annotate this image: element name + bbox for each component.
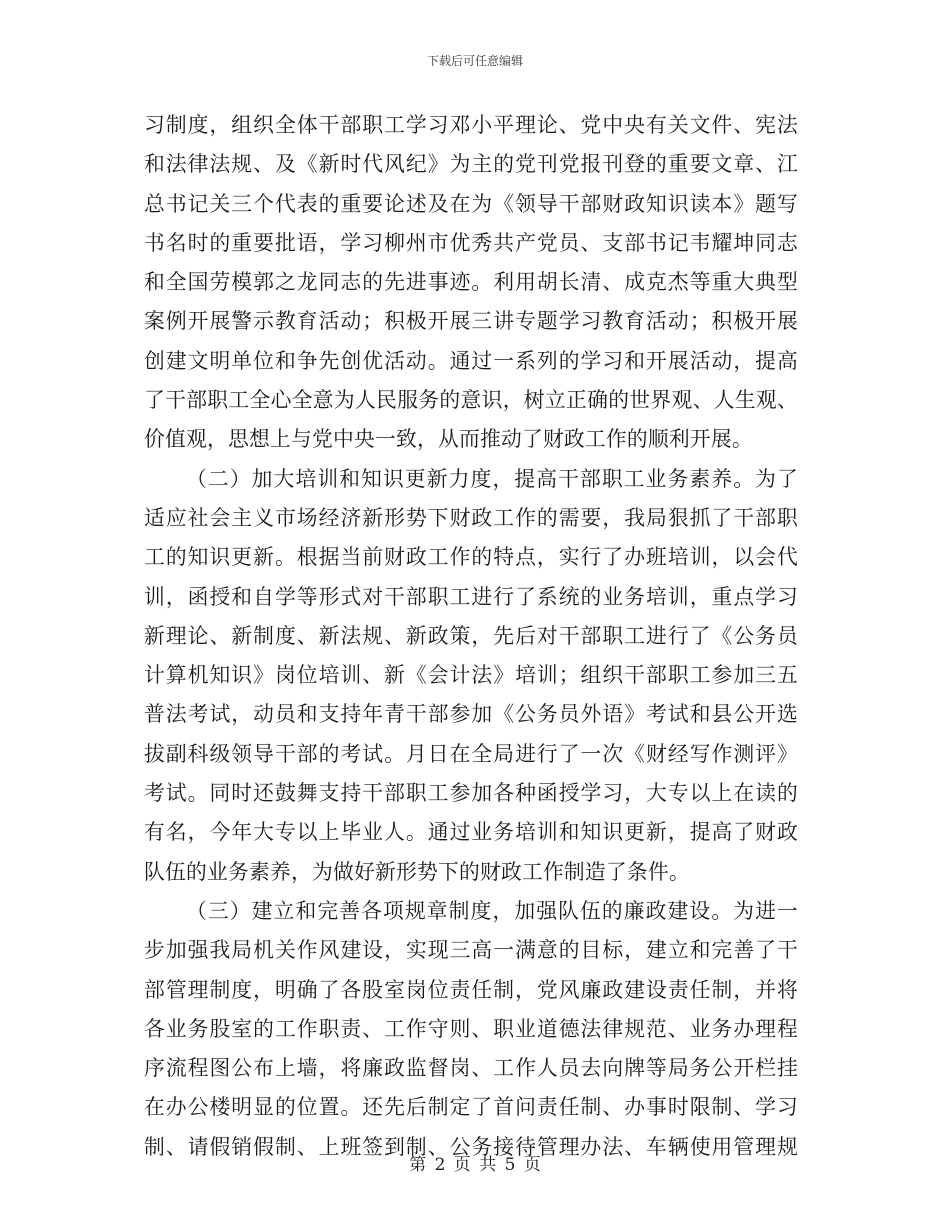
page-header: 下载后可任意编辑 bbox=[426, 54, 523, 68]
text-line: 有名，今年大专以上毕业人。通过业务培训和知识更新，提高了财政 bbox=[144, 820, 798, 845]
text-line: 序流程图公布上墙，将廉政监督岗、工作人员去向牌等局务公开栏挂 bbox=[144, 1056, 798, 1081]
text-line: 拔副科级领导干部的考试。月日在全局进行了一次《财经写作测评》 bbox=[144, 741, 798, 766]
text-line: 部管理制度，明确了各股室岗位责任制，党风廉政建设责任制，并将 bbox=[144, 977, 798, 1002]
text-line: 创建文明单位和争先创优活动。通过一系列的学习和开展活动，提高 bbox=[144, 348, 798, 373]
text-line: 队伍的业务素养，为做好新形势下的财政工作制造了条件。 bbox=[144, 859, 690, 884]
text-line: 工的知识更新。根据当前财政工作的特点，实行了办班培训，以会代 bbox=[144, 545, 798, 570]
text-line: 了干部职工全心全意为人民服务的意识，树立正确的世界观、人生观、 bbox=[144, 388, 798, 413]
text-line: 价值观，思想上与党中央一致，从而推动了财政工作的顺利开展。 bbox=[144, 427, 753, 452]
text-line: 制、请假销假制、上班签到制、公务接待管理办法、车辆使用管理规 bbox=[144, 1134, 798, 1159]
text-line: 和法律法规、及《新时代风纪》为主的党刊党报刊登的重要文章、江 bbox=[144, 152, 798, 177]
text-line: 书名时的重要批语，学习柳州市优秀共产党员、支部书记韦耀坤同志 bbox=[144, 230, 798, 255]
text-line: 习制度，组织全体干部职工学习邓小平理论、党中央有关文件、宪法 bbox=[144, 113, 798, 137]
text-line: （二）加大培训和知识更新力度，提高干部职工业务素养。为了 bbox=[186, 466, 798, 491]
text-line: 普法考试，动员和支持年青干部参加《公务员外语》考试和县公开选 bbox=[144, 702, 798, 727]
text-line: 适应社会主义市场经济新形势下财政工作的需要，我局狠抓了干部职 bbox=[144, 505, 798, 530]
page-footer: 第 2 页 共 5 页 bbox=[409, 1155, 541, 1175]
text-line: 案例开展警示教育活动；积极开展三讲专题学习教育活动；积极开展 bbox=[144, 309, 798, 334]
text-line: 在办公楼明显的位置。还先后制定了首问责任制、办事时限制、学习 bbox=[144, 1095, 798, 1120]
text-line: 考试。同时还鼓舞支持干部职工参加各种函授学习，大专以上在读的 bbox=[144, 781, 798, 806]
text-line: 计算机知识》岗位培训、新《会计法》培训；组织干部职工参加三五 bbox=[144, 663, 798, 688]
text-line: 各业务股室的工作职责、工作守则、职业道德法律规范、业务办理程 bbox=[144, 1016, 798, 1041]
document-body bbox=[144, 106, 798, 1167]
text-line: 训，函授和自学等形式对干部职工进行了系统的业务培训，重点学习 bbox=[144, 584, 798, 609]
text-line: 总书记关三个代表的重要论述及在为《领导干部财政知识读本》题写 bbox=[144, 191, 798, 216]
text-line: 步加强我局机关作风建设，实现三高一满意的目标，建立和完善了干 bbox=[144, 938, 798, 963]
text-line: 和全国劳模郭之龙同志的先进事迹。利用胡长清、成克杰等重大典型 bbox=[144, 270, 798, 295]
text-line: （三）建立和完善各项规章制度，加强队伍的廉政建设。为进一 bbox=[186, 898, 798, 923]
text-line: 新理论、新制度、新法规、新政策，先后对干部职工进行了《公务员 bbox=[144, 623, 798, 648]
